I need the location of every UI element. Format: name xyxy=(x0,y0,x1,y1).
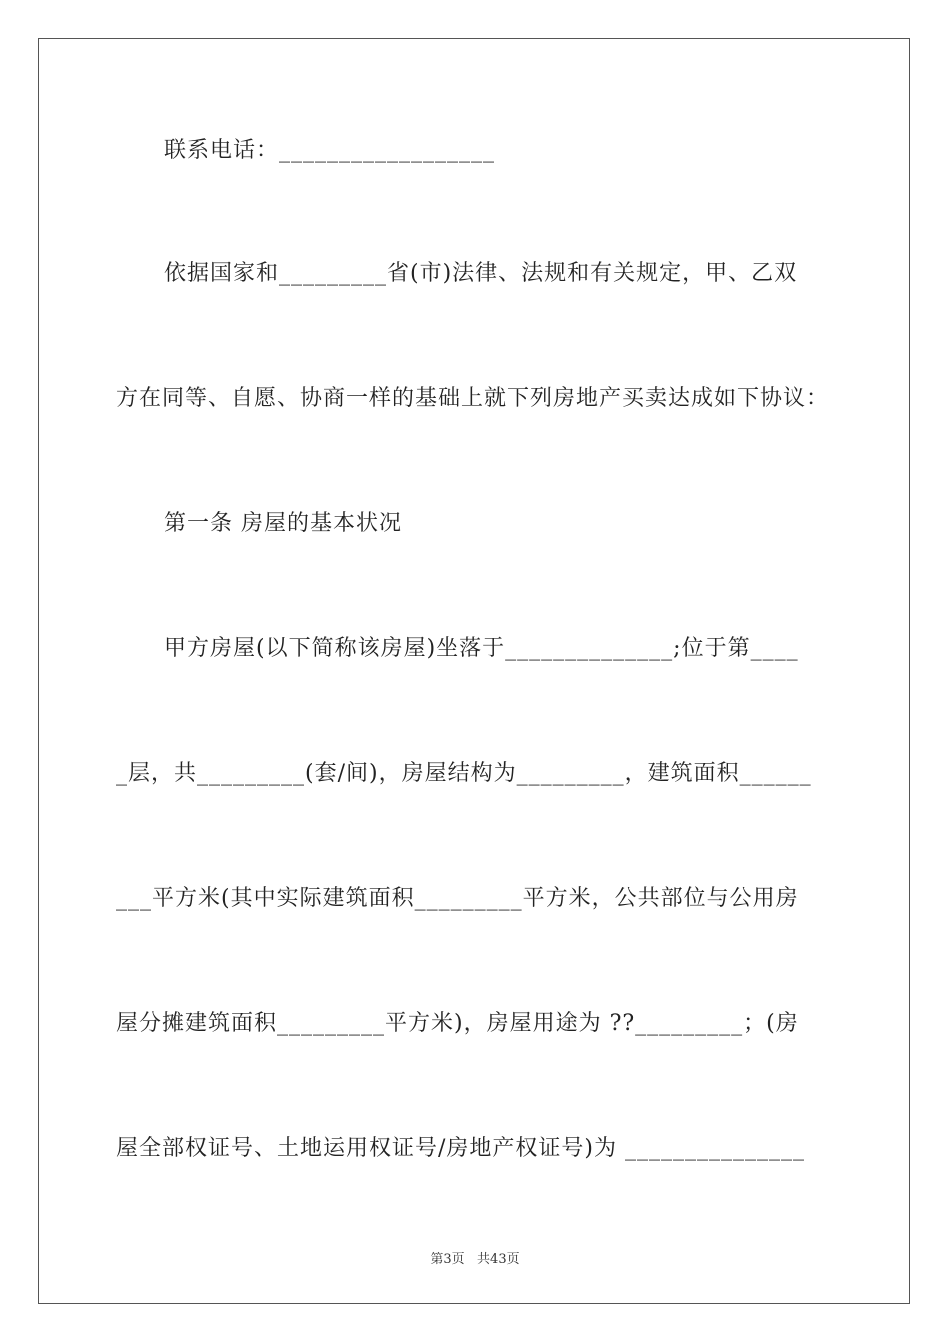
paragraph-line: 方在同等、自愿、协商一样的基础上就下列房地产买卖达成如下协议： xyxy=(116,386,830,411)
paragraph-line: 屋全部权证号、土地运用权证号/房地产权证号)为 _______________ xyxy=(116,1136,805,1161)
page-border xyxy=(38,38,910,1304)
paragraph-line: _层，共_________(套/间)，房屋结构为_________，建筑面积______ xyxy=(116,761,812,786)
contact-phone-line: 联系电话：__________________ xyxy=(164,138,496,163)
page-number-footer: 第3页 共43页 xyxy=(430,1252,520,1267)
paragraph-line: ___平方米(其中实际建筑面积_________平方米，公共部位与公用房 xyxy=(116,886,799,911)
paragraph-line: 屋分摊建筑面积_________平方米)，房屋用途为 ??_________；(房 xyxy=(116,1011,799,1036)
paragraph-line: 依据国家和_________省(市)法律、法规和有关规定，甲、乙双 xyxy=(164,261,798,286)
paragraph-line: 甲方房屋(以下简称该房屋)坐落于______________;位于第____ xyxy=(164,636,799,661)
article-heading: 第一条 房屋的基本状况 xyxy=(164,511,402,536)
